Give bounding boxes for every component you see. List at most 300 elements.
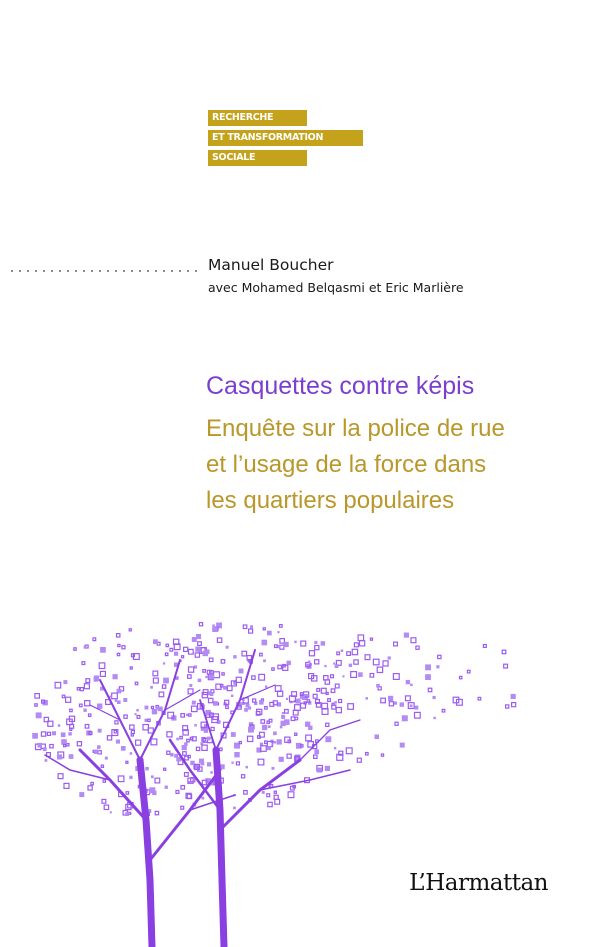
leaf-square <box>110 811 112 813</box>
leaf-square <box>261 720 265 724</box>
leaf-square <box>143 725 148 730</box>
leaf-square <box>126 804 131 809</box>
leaf-square <box>342 675 344 677</box>
leaf-square <box>285 710 289 714</box>
leaf-square <box>269 719 272 722</box>
leaf-square <box>263 628 265 630</box>
leaf-square <box>332 703 334 705</box>
leaf-square <box>502 650 506 654</box>
leaf-square <box>196 634 201 639</box>
leaf-square <box>205 676 207 678</box>
leaf-square <box>110 696 112 698</box>
leaf-square <box>58 774 63 779</box>
leaf-square <box>207 737 211 741</box>
leaf-square <box>186 714 189 717</box>
leaf-square <box>326 723 329 726</box>
leaf-square <box>287 661 291 665</box>
leaf-square <box>315 646 319 650</box>
leaf-square <box>274 791 276 793</box>
leaf-square <box>192 706 198 712</box>
leaf-square <box>211 727 214 730</box>
leaf-square <box>130 667 132 669</box>
leaf-square <box>88 786 92 790</box>
leaf-square <box>281 715 285 719</box>
leaf-square <box>35 704 37 706</box>
leaf-square <box>84 646 87 649</box>
leaf-square <box>207 762 211 766</box>
leaf-square <box>66 697 71 702</box>
leaf-square <box>77 742 81 746</box>
leaf-square <box>317 689 320 692</box>
leaf-square <box>246 766 249 769</box>
leaf-square <box>370 674 374 678</box>
leaf-square <box>328 699 331 702</box>
leaf-square <box>234 682 236 684</box>
leaf-square <box>70 755 73 758</box>
leaf-square <box>43 747 47 751</box>
leaf-square <box>85 725 89 729</box>
leaf-square <box>205 649 210 654</box>
leaf-square <box>436 665 439 668</box>
leaf-square <box>262 791 265 794</box>
leaf-square <box>406 680 410 684</box>
leaf-square <box>189 714 191 716</box>
leaf-square <box>212 627 218 633</box>
leaf-square <box>308 726 312 730</box>
leaf-square <box>279 757 284 762</box>
leaf-square <box>259 700 264 705</box>
leaf-square <box>438 655 441 658</box>
series-label <box>208 110 363 170</box>
leaf-square <box>428 688 432 692</box>
leaf-square <box>126 761 128 763</box>
leaf-square <box>394 702 397 705</box>
book-subtitle <box>206 411 505 519</box>
leaf-square <box>122 646 125 649</box>
leaf-square <box>335 664 339 668</box>
leaf-square <box>131 734 133 736</box>
leaf-square <box>252 676 255 679</box>
leaf-square <box>185 756 189 760</box>
leaf-square <box>341 650 344 653</box>
leaf-square <box>244 791 248 795</box>
leaf-square <box>402 715 408 721</box>
leaf-square <box>244 708 248 712</box>
leaf-square <box>433 696 436 699</box>
leaf-square <box>280 625 283 628</box>
leaf-square <box>103 780 105 782</box>
leaf-square <box>153 639 158 644</box>
leaf-square <box>511 694 516 699</box>
leaf-square <box>114 731 116 733</box>
leaf-square <box>115 721 118 724</box>
leaf-square <box>97 745 101 749</box>
leaf-square <box>274 741 277 744</box>
leaf-square <box>243 625 247 629</box>
leaf-square <box>189 667 194 672</box>
leaf-square <box>189 684 192 687</box>
leaf-square <box>116 740 120 744</box>
leaf-square <box>314 641 317 644</box>
leaf-square <box>253 699 256 702</box>
leaf-square <box>295 705 301 711</box>
leaf-square <box>227 686 232 691</box>
leaf-square <box>283 723 286 726</box>
leaf-square <box>135 682 138 685</box>
leaf-square <box>316 700 320 704</box>
leaf-square <box>246 704 250 708</box>
leaf-square <box>187 739 190 742</box>
leaf-square <box>192 701 196 705</box>
leaf-square <box>162 685 165 688</box>
leaf-square <box>97 704 102 709</box>
leaf-square <box>365 655 370 660</box>
leaf-square <box>334 747 336 749</box>
leaf-square <box>58 724 61 727</box>
coauthors-line: avec Mohamed Belqasmi et Eric Marlière <box>208 280 464 295</box>
leaf-square <box>36 712 42 718</box>
leaf-square <box>100 647 106 653</box>
leaf-square <box>165 786 168 789</box>
leaf-square <box>61 732 66 737</box>
leaf-square <box>64 745 66 747</box>
leaf-square <box>79 792 84 797</box>
leaf-square <box>331 675 334 678</box>
leaf-square <box>388 656 391 659</box>
leaf-square <box>325 766 330 771</box>
leaf-square <box>184 647 188 651</box>
leaf-square <box>181 714 185 718</box>
leaf-square <box>163 678 169 684</box>
leaf-square <box>314 755 317 758</box>
leaf-square <box>280 726 283 729</box>
leaf-square <box>112 693 118 699</box>
leaf-square <box>321 641 326 646</box>
leaf-square <box>393 674 399 680</box>
leaf-square <box>267 631 272 636</box>
leaf-square <box>275 645 278 648</box>
leaf-square <box>93 638 96 641</box>
leaf-square <box>145 767 149 771</box>
leaf-square <box>153 671 158 676</box>
leaf-square <box>331 689 335 693</box>
leaf-square <box>295 733 297 735</box>
leaf-square <box>185 773 189 777</box>
leaf-square <box>265 686 267 688</box>
leaf-square <box>280 645 284 649</box>
leaf-square <box>373 659 379 665</box>
leaf-square <box>248 727 254 733</box>
leaf-square <box>126 792 129 795</box>
leaf-square <box>188 689 193 694</box>
leaf-square <box>313 694 317 698</box>
leaf-square <box>198 679 202 683</box>
leaf-square <box>124 715 127 718</box>
leaf-square <box>181 806 184 809</box>
leaf-square <box>377 667 382 672</box>
leaf-square <box>194 724 197 727</box>
leaf-square <box>352 649 357 654</box>
leaf-square <box>213 701 218 706</box>
leaf-square <box>195 647 200 652</box>
leaf-square <box>348 704 354 710</box>
leaf-square <box>170 753 174 757</box>
leaf-square <box>265 741 268 744</box>
leaf-square <box>70 709 73 712</box>
leaf-square <box>250 625 253 628</box>
leaf-square <box>123 698 127 702</box>
leaf-square <box>85 701 90 706</box>
leaf-square <box>263 659 266 662</box>
leaf-square <box>354 660 358 664</box>
leaf-square <box>231 695 233 697</box>
subtitle-line: Enquête sur la police de rue <box>206 415 505 442</box>
leaf-square <box>201 797 204 800</box>
leaf-square <box>189 649 194 654</box>
leaf-square <box>233 807 236 810</box>
leaf-square <box>174 652 178 656</box>
leaf-square <box>467 670 470 673</box>
leaf-square <box>287 754 291 758</box>
leaf-square <box>242 651 247 656</box>
leaf-square <box>89 714 91 716</box>
leaf-square <box>400 743 405 748</box>
leaf-square <box>152 709 157 714</box>
leaf-square <box>376 684 380 688</box>
leaf-square <box>107 736 111 740</box>
leaf-square <box>512 703 516 707</box>
leaf-square <box>94 750 98 754</box>
leaf-square <box>234 752 239 757</box>
series-line: RECHERCHE <box>208 110 307 126</box>
leaf-square <box>315 660 319 664</box>
leaf-square <box>117 634 120 637</box>
leaf-square <box>155 811 158 814</box>
leaf-square <box>223 686 227 690</box>
leaf-square <box>425 664 431 670</box>
leaf-square <box>167 732 172 737</box>
leaf-square <box>198 642 202 646</box>
leaf-square <box>478 697 481 700</box>
leaf-square <box>199 623 202 626</box>
leaf-square <box>52 731 56 735</box>
leaf-square <box>282 712 284 714</box>
leaf-square <box>153 678 158 683</box>
leaf-square <box>45 759 48 762</box>
leaf-square <box>47 732 50 735</box>
leaf-square <box>277 631 279 633</box>
leaf-square <box>366 697 369 700</box>
leaf-square <box>63 680 67 684</box>
leaf-square <box>226 646 229 649</box>
leaf-square <box>410 684 413 687</box>
leaf-square <box>180 736 182 738</box>
leaf-square <box>239 742 241 744</box>
leaf-square <box>83 709 86 712</box>
leaf-square <box>381 698 386 703</box>
leaf-square <box>233 655 236 658</box>
leaf-square <box>265 707 268 710</box>
leaf-square <box>306 735 312 741</box>
leaf-square <box>99 663 105 669</box>
leaf-square <box>394 642 398 646</box>
leaf-square <box>64 783 69 788</box>
leaf-square <box>68 732 72 736</box>
leaf-square <box>273 732 277 736</box>
leaf-square <box>360 641 365 646</box>
leaf-square <box>214 672 220 678</box>
leaf-square <box>268 725 271 728</box>
leaf-square <box>104 805 108 809</box>
leaf-square <box>442 709 445 712</box>
leaf-square <box>291 717 295 721</box>
subtitle-line: les quartiers populaires <box>206 487 455 514</box>
leaf-square <box>321 688 326 693</box>
leaf-square <box>98 729 102 733</box>
leaf-square <box>151 739 157 745</box>
leaf-square <box>159 692 164 697</box>
leaf-square <box>414 706 418 710</box>
leaf-square <box>130 725 134 729</box>
leaf-square <box>325 736 331 742</box>
leaf-square <box>239 669 244 674</box>
leaf-square <box>231 732 236 737</box>
dotted-rule <box>8 270 198 272</box>
leaf-square <box>210 693 214 697</box>
leaf-square <box>404 633 409 638</box>
leaf-square <box>277 739 282 744</box>
leaf-square <box>163 662 165 664</box>
leaf-square <box>80 704 83 707</box>
publisher-logo: L’Harmattan <box>409 870 548 896</box>
leaf-square <box>301 745 303 747</box>
leaf-square <box>176 791 179 794</box>
leaf-square <box>117 700 121 704</box>
leaf-square <box>272 767 275 770</box>
leaf-square <box>425 674 431 680</box>
leaf-square <box>236 762 239 765</box>
leaf-square <box>366 753 369 756</box>
leaf-square <box>506 705 509 708</box>
subtitle-line: et l’usage de la force dans <box>206 451 487 478</box>
leaf-square <box>61 739 67 745</box>
leaf-square <box>504 664 508 668</box>
leaf-square <box>301 641 306 646</box>
leaf-square <box>151 706 153 708</box>
leaf-square <box>80 688 83 691</box>
leaf-square <box>155 778 160 783</box>
leaf-square <box>314 749 319 754</box>
leaf-square <box>37 743 42 748</box>
leaf-square <box>209 658 213 662</box>
leaf-square <box>101 765 103 767</box>
leaf-square <box>242 775 245 778</box>
leaf-square <box>433 717 435 719</box>
leaf-square <box>349 664 352 667</box>
leaf-square <box>416 646 419 649</box>
leaf-square <box>357 758 361 762</box>
leaf-square <box>324 665 326 667</box>
series-line: ET TRANSFORMATION <box>208 130 363 146</box>
leaf-square <box>286 698 288 700</box>
leaf-square <box>130 752 133 755</box>
leaf-square <box>129 776 132 779</box>
leaf-square <box>317 768 322 773</box>
leaf-square <box>57 754 62 759</box>
leaf-square <box>148 728 153 733</box>
leaf-square <box>274 795 278 799</box>
leaf-square <box>259 674 265 680</box>
leaf-square <box>346 748 352 754</box>
leaf-square <box>296 699 301 704</box>
leaf-square <box>55 682 61 688</box>
leaf-square <box>176 738 179 741</box>
leaf-square <box>262 725 267 730</box>
leaf-square <box>308 661 311 664</box>
leaf-square <box>347 652 351 656</box>
leaf-square <box>35 694 40 699</box>
leaf-square <box>262 640 268 646</box>
leaf-square <box>267 746 271 750</box>
leaf-square <box>217 638 221 642</box>
leaf-square <box>410 704 413 707</box>
leaf-square <box>166 644 168 646</box>
leaf-square <box>294 641 296 643</box>
leaf-square <box>125 812 129 816</box>
leaf-square <box>199 759 204 764</box>
leaf-square <box>148 719 150 721</box>
leaf-square <box>388 696 393 701</box>
leaf-square <box>358 672 363 677</box>
leaf-square <box>70 724 74 728</box>
leaf-square <box>176 677 178 679</box>
leaf-square <box>335 684 339 688</box>
leaf-square <box>209 674 214 679</box>
leaf-square <box>272 668 274 670</box>
leaf-square <box>400 702 404 706</box>
leaf-square <box>226 706 229 709</box>
leaf-square <box>383 661 388 666</box>
leaf-square <box>267 794 270 797</box>
leaf-square <box>460 676 462 678</box>
leaf-square <box>336 708 341 713</box>
leaf-square <box>375 735 380 740</box>
leaf-square <box>381 754 383 756</box>
leaf-square <box>339 751 343 755</box>
leaf-square <box>221 660 225 664</box>
series-line: SOCIALE <box>208 150 307 166</box>
leaf-square <box>136 709 139 712</box>
leaf-square <box>354 643 358 647</box>
leaf-square <box>136 740 141 745</box>
leaf-square <box>202 745 207 750</box>
leaf-square <box>258 759 264 765</box>
leaf-square <box>121 746 126 751</box>
leaf-square <box>151 775 154 778</box>
leaf-square <box>283 642 288 647</box>
leaf-square <box>275 799 280 804</box>
leaf-square <box>62 695 65 698</box>
leaf-square <box>105 757 108 760</box>
leaf-square <box>309 651 314 656</box>
leaf-square <box>82 662 85 665</box>
leaf-square <box>98 751 101 754</box>
leaf-square <box>129 629 131 631</box>
leaf-square <box>41 732 45 736</box>
leaf-square <box>483 645 486 648</box>
leaf-square <box>209 698 213 702</box>
leaf-square <box>74 648 76 650</box>
